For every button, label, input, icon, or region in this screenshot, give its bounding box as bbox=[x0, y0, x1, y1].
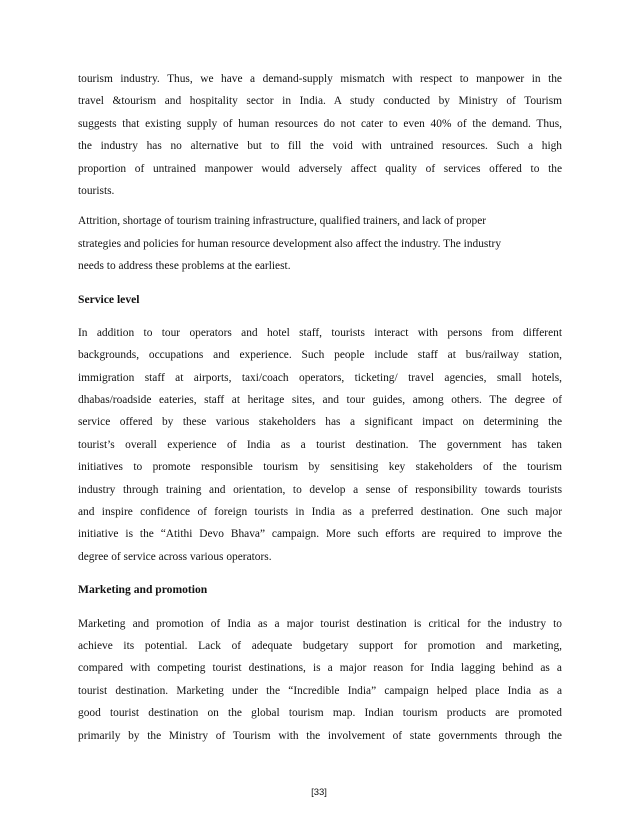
paragraph-marketing bbox=[78, 613, 562, 747]
text-line: compared with competing tourist destinations, is a major reason for India lagging behind as a bbox=[78, 662, 562, 675]
text-line: suggests that existing supply of human resources do not cater to even 40% of the demand. Thus, bbox=[78, 117, 562, 130]
text-line: dhabas/roadside eateries, staff at heritage sites, and tour guides, among others. The degree of bbox=[78, 394, 562, 407]
text-line: good tourist destination on the global tourism map. Indian tourism products are promoted bbox=[78, 707, 562, 720]
text-line: initiatives to promote responsible tourism by sensitising key stakeholders of the tourism bbox=[78, 461, 562, 474]
text-line: In addition to tour operators and hotel staff, tourists interact with persons from different bbox=[78, 326, 562, 339]
text-line: tourist destination. Marketing under the “Incredible India” campaign helped place India as a bbox=[78, 684, 562, 697]
text-line: degree of service across various operators. bbox=[78, 550, 272, 563]
text-line: primarily by the Ministry of Tourism with the involvement of state governments through the bbox=[78, 729, 562, 742]
text-line: immigration staff at airports, taxi/coach operators, ticketing/ travel agencies, small hotels, bbox=[78, 371, 562, 384]
text-line: achieve its potential. Lack of adequate budgetary support for promotion and marketing, bbox=[78, 640, 562, 653]
text-line: tourism industry. Thus, we have a demand-supply mismatch with respect to manpower in the bbox=[78, 73, 562, 85]
text-line: strategies and policies for human resource development also affect the industry. The industry bbox=[78, 237, 502, 250]
text-line: backgrounds, occupations and experience. Such people include staff at bus/railway station, bbox=[78, 349, 562, 362]
text-line: Marketing and promotion of India as a major tourist destination is critical for the industry to bbox=[78, 617, 562, 630]
text-line: needs to address these problems at the earliest. bbox=[78, 260, 291, 273]
paragraph-manpower bbox=[78, 68, 562, 202]
section-heading-service-level: Service level bbox=[78, 292, 140, 306]
text-line: proportion of untrained manpower would adversely affect quality of services offered to the bbox=[78, 162, 562, 175]
text-line: the industry has no alternative but to fill the void with untrained resources. Such a high bbox=[78, 140, 562, 153]
text-line: service offered by these various stakeholders has a significant impact on determining the bbox=[78, 416, 562, 429]
text-line: tourists. bbox=[78, 184, 115, 197]
paragraph-attrition bbox=[78, 210, 562, 277]
text-line: and inspire confidence of foreign tourists in India as a preferred destination. One such major bbox=[78, 506, 562, 519]
text-line: industry through training and orientation, to develop a sense of responsibility towards tourists bbox=[78, 483, 562, 496]
document-page bbox=[78, 68, 562, 747]
text-line: Attrition, shortage of tourism training infrastructure, qualified trainers, and lack of proper bbox=[78, 215, 487, 228]
text-line: tourist’s overall experience of India as a tourist destination. The government has taken bbox=[78, 438, 562, 451]
text-line: initiative is the “Atithi Devo Bhava” campaign. More such efforts are required to improve the bbox=[78, 528, 562, 541]
page-number: [33] bbox=[311, 787, 327, 798]
text-line: travel &tourism and hospitality sector in India. A study conducted by Ministry of Tourism bbox=[78, 95, 562, 108]
paragraph-service-level bbox=[78, 322, 562, 568]
section-heading-marketing: Marketing and promotion bbox=[78, 583, 208, 597]
